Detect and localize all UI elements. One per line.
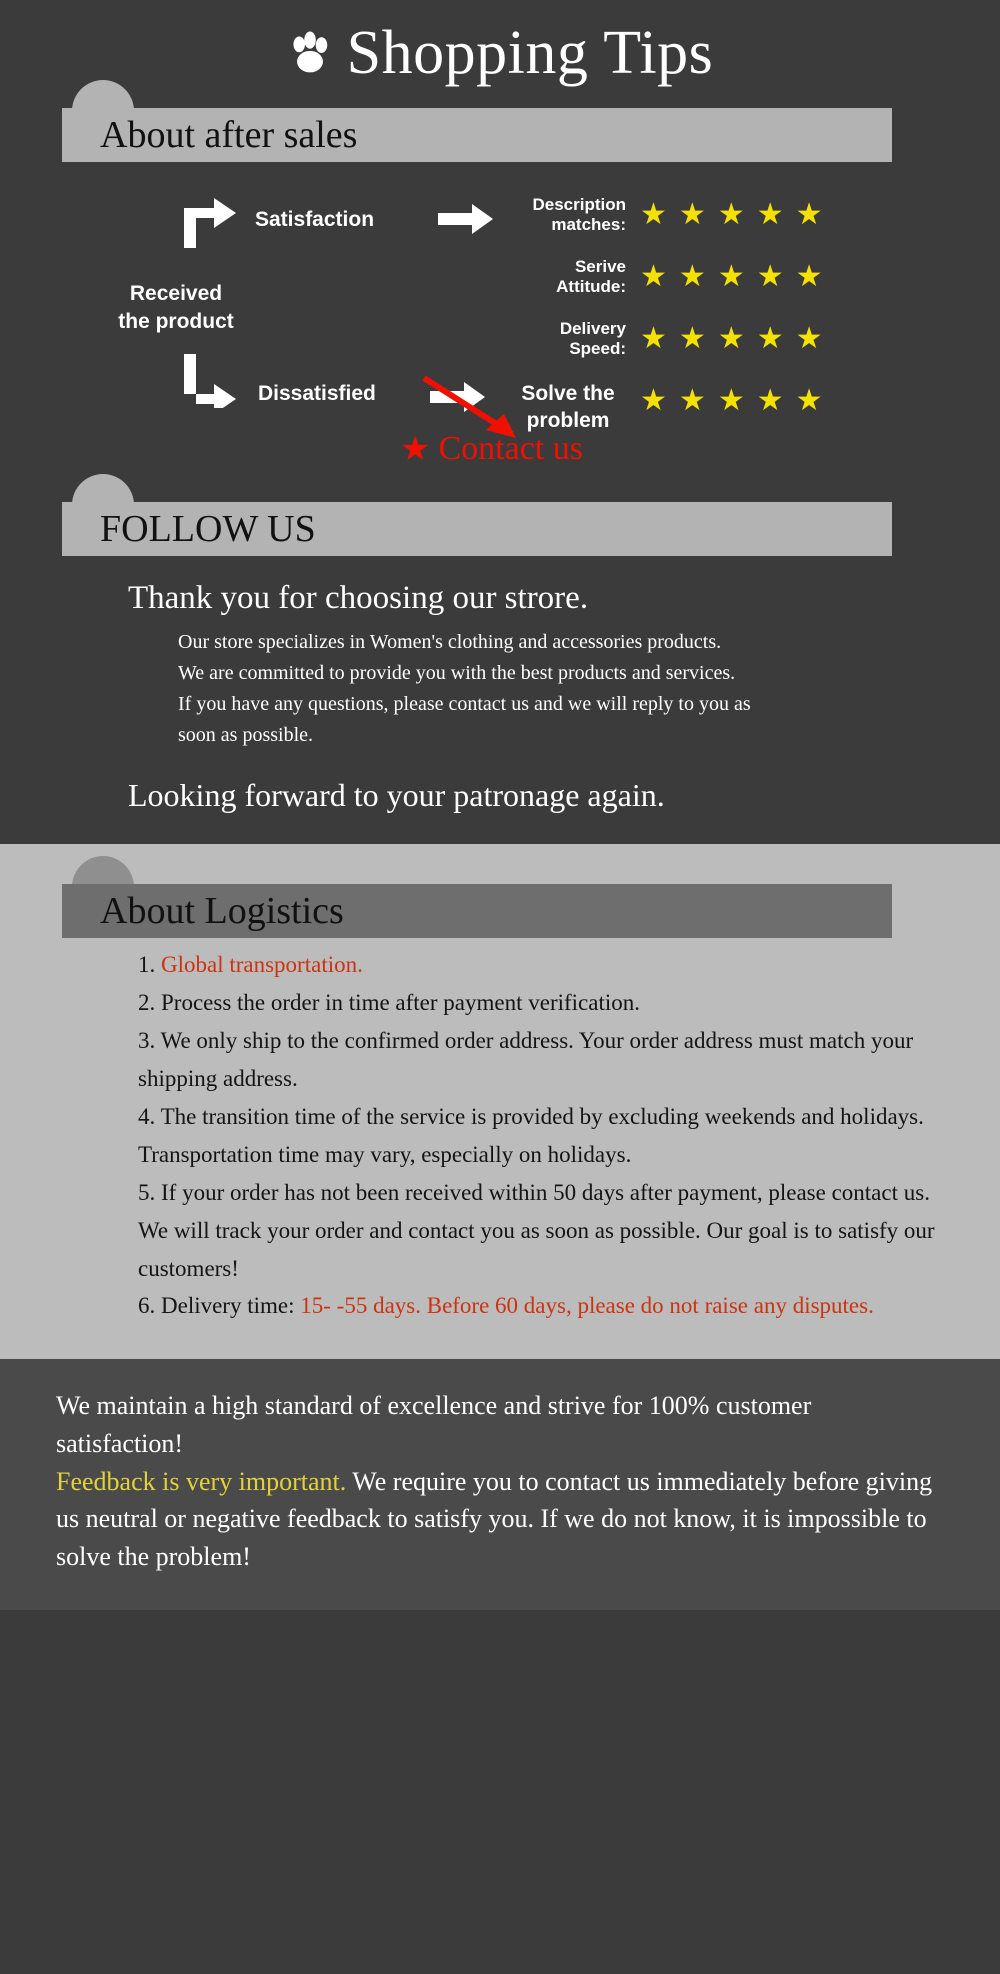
rating-row [520,370,940,432]
rating-label [520,319,640,360]
list-item-text: Delivery time: [161,1293,301,1319]
star-icon: ★ [640,322,667,355]
page-title-text: Shopping Tips [346,19,714,87]
list-item-number: 2. [138,989,156,1015]
feedback-paragraph [56,1463,944,1576]
rating-stars [640,324,823,354]
star-icon: ★ [678,198,706,231]
contact-us-callout[interactable] [400,432,583,466]
list-item [138,1174,958,1288]
flow-branch-dissatisfied: Dissatisfied [258,382,376,405]
banner-about-after-sales [62,108,892,162]
contact-us-label[interactable]: Contact us [438,430,583,467]
star-icon: ★ [717,322,745,355]
flow-start-line2: the product [118,310,234,334]
rating-label-line1: Description [532,194,626,214]
banner-follow-us [62,502,892,556]
feedback-body: We require you to contact us immediately before giving us neutral or negative feedback to satisfy you. If we do not know, it is impossible to solve the problem! [56,1466,933,1572]
flow-result-line2: problem [526,409,610,433]
closing-heading: Looking forward to your patronage again. [128,777,665,813]
list-item-number: 6. [138,1293,156,1319]
section-logistics [0,844,1000,1359]
star-icon: ★ [756,384,784,417]
store-description-line: We are committed to provide you with the best products and services. [178,662,736,684]
section-feedback [0,1359,1000,1609]
flow-start [96,280,256,337]
star-icon: ★ [717,198,745,231]
flow-result-line1: Solve the [521,382,615,405]
rating-row [520,308,940,370]
list-item-text: We only ship to the confirmed order address. Your order address must match your shipping address. [138,1027,914,1091]
flow-branch-satisfaction: Satisfaction [255,208,375,231]
rating-list [520,184,940,432]
list-item [138,1098,958,1174]
star-icon: ★ [795,322,823,355]
star-icon: ★ [795,384,823,417]
list-item-number: 3. [138,1027,156,1053]
list-item-text-highlight: 15- -55 days. Before 60 days, please do not raise any disputes. [300,1293,874,1319]
banner-label: FOLLOW US [100,508,316,550]
banner-bar [62,502,892,556]
star-icon: ★ [795,260,823,293]
star-icon: ★ [717,260,745,293]
rating-stars [640,262,823,292]
banner-label: About after sales [100,114,358,156]
rating-row [520,246,940,308]
banner-about-logistics [62,884,892,938]
star-icon: ★ [756,322,784,355]
rating-row [520,184,940,246]
list-item-number: 1. [138,952,156,977]
section-after-sales [0,0,1000,844]
banner-bar [62,108,892,162]
paw-icon [287,30,333,76]
rating-label [520,195,640,236]
flow-start-line1: Received [129,282,223,305]
list-item [138,946,958,984]
star-icon: ★ [640,260,667,293]
star-icon: ★ [678,260,706,293]
rating-label-line1: Serive [574,256,626,276]
star-icon: ★ [756,198,784,231]
star-icon: ★ [756,260,784,293]
contact-star-icon: ★ [400,430,431,468]
thanks-heading: Thank you for choosing our strore. [128,580,589,616]
rating-label-line1: Delivery [559,318,626,338]
list-item-text: The transition time of the service is provided by excluding weekends and holidays. Transportation time may vary, especially on holidays. [138,1103,924,1167]
arrow-down-right-icon [178,352,240,408]
star-icon: ★ [678,322,706,355]
list-item-text: Global transportation. [161,952,363,977]
list-item-number: 5. [138,1179,156,1205]
rating-stars [640,200,823,230]
store-description-line: If you have any questions, please contact us and we will reply to you as [178,693,751,715]
arrow-up-right-icon [178,194,240,250]
rating-stars [640,386,823,416]
feedback-highlight: Feedback is very important. [56,1466,347,1496]
arrow-right-icon-1 [438,202,494,236]
star-icon: ★ [640,384,667,417]
banner-bar [62,884,892,938]
store-description-line: Our store specializes in Women's clothing and accessories products. [178,631,722,653]
star-icon: ★ [717,384,745,417]
star-icon: ★ [640,198,667,231]
rating-label-line2: Attitude: [556,277,626,296]
store-description [178,627,938,751]
rating-label [520,257,640,298]
list-item-text: Process the order in time after payment verification. [161,989,640,1015]
feedback-intro: We maintain a high standard of excellence and strive for 100% customer satisfaction! [56,1391,812,1459]
list-item [138,1022,958,1098]
page-title [0,0,1000,94]
rating-label-line2: matches: [551,215,626,234]
follow-us-body [0,556,1000,814]
after-sales-flow-diagram [0,184,1000,474]
store-description-line: soon as possible. [178,724,313,746]
star-icon: ★ [795,198,823,231]
star-icon: ★ [678,384,706,417]
rating-label-line2: Speed: [569,339,626,358]
list-item-number: 4. [138,1103,156,1129]
list-item [138,984,958,1022]
logistics-list [138,946,958,1325]
list-item-text: If your order has not been received within 50 days after payment, please contact us. We will track your order and contact you as soon as possible. Our goal is to satisfy our customers! [138,1179,935,1281]
list-item [138,1287,958,1325]
banner-label: About Logistics [100,890,344,932]
